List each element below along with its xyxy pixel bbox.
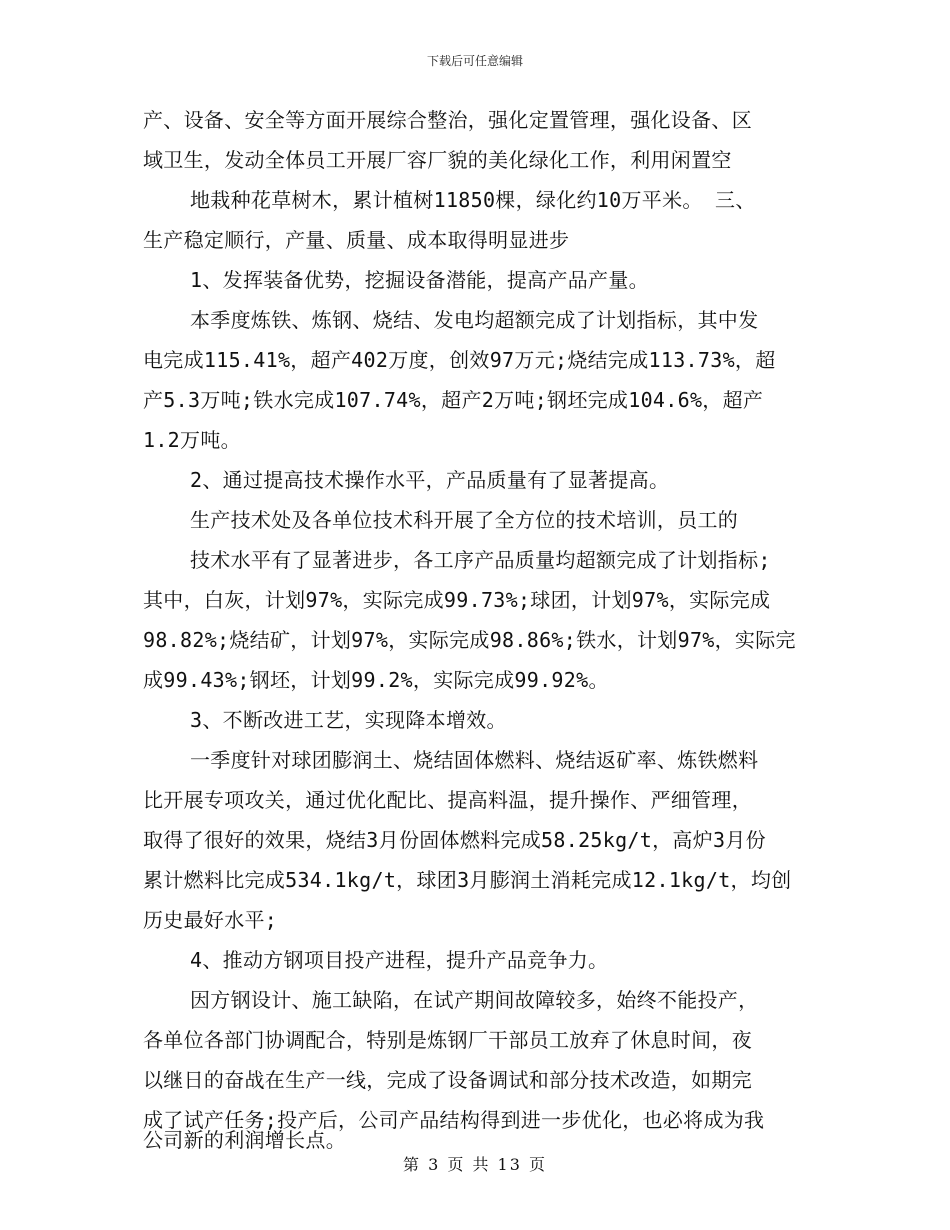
text-line: 生产技术处及各单位技术科开展了全方位的技术培训，员工的 <box>190 508 739 532</box>
text-line: 其中，白灰，计划97%，实际完成99.73%;球团，计划97%，实际完成 <box>143 588 771 612</box>
page-header-note: 下载后可任意编辑 <box>426 54 523 68</box>
text-line: 生产稳定顺行，产量、质量、成本取得明显进步 <box>143 228 570 252</box>
text-line: 因方钢设计、施工缺陷，在试产期间故障较多，始终不能投产， <box>190 988 759 1012</box>
section-heading: 4、推动方钢项目投产进程，提升产品竞争力。 <box>190 948 609 972</box>
text-line: 历史最好水平; <box>143 908 278 932</box>
text-line: 以继日的奋战在生产一线，完成了设备调试和部分技术改造，如期完 <box>143 1068 752 1092</box>
section-heading: 1、发挥装备优势，挖掘设备潜能，提高产品产量。 <box>190 268 649 292</box>
text-line: 累计燃料比完成534.1kg/t，球团3月膨润土消耗完成12.1kg/t，均创 <box>143 868 792 892</box>
text-line: 电完成115.41%，超产402万度，创效97万元;烧结完成113.73%，超 <box>143 348 776 372</box>
text-line: 一季度针对球团膨润土、烧结固体燃料、烧结返矿率、炼铁燃料 <box>190 748 759 772</box>
section-heading: 2、通过提高技术操作水平，产品质量有了显著提高。 <box>190 468 670 492</box>
text-line: 98.82%;烧结矿，计划97%，实际完成98.86%;铁水，计划97%，实际完 <box>143 628 796 652</box>
text-line: 各单位各部门协调配合，特别是炼钢厂干部员工放弃了休息时间，夜 <box>143 1028 752 1052</box>
page-number: 第 3 页 共 13 页 <box>403 1155 547 1174</box>
text-line: 域卫生，发动全体员工开展厂容厂貌的美化绿化工作，利用闲置空 <box>143 148 732 172</box>
text-line: 取得了很好的效果，烧结3月份固体燃料完成58.25kg/t，高炉3月份 <box>143 828 766 852</box>
text-line: 比开展专项攻关，通过优化配比、提高料温，提升操作、严细管理， <box>143 788 752 812</box>
text-line: 技术水平有了显著进步，各工序产品质量均超额完成了计划指标; <box>190 548 771 572</box>
text-line: 本季度炼铁、炼钢、烧结、发电均超额完成了计划指标，其中发 <box>190 308 759 332</box>
text-line: 地栽种花草树木，累计植树11850棵，绿化约10万平米。 三、 <box>190 188 756 212</box>
text-line: 产5.3万吨;铁水完成107.74%，超产2万吨;钢坯完成104.6%，超产 <box>143 388 764 412</box>
document-body <box>0 105 950 1132</box>
text-line: 成了试产任务;投产后，公司产品结构得到进一步优化，也必将成为我 <box>143 1108 765 1132</box>
text-line: 公司新的利润增长点。 <box>143 1128 346 1152</box>
text-line: 1.2万吨。 <box>143 428 241 452</box>
text-line: 成99.43%;钢坯，计划99.2%，实际完成99.92%。 <box>143 668 609 692</box>
section-heading: 3、不断改进工艺，实现降本增效。 <box>190 708 507 732</box>
text-line: 产、设备、安全等方面开展综合整治，强化定置管理，强化设备、区 <box>143 108 752 132</box>
